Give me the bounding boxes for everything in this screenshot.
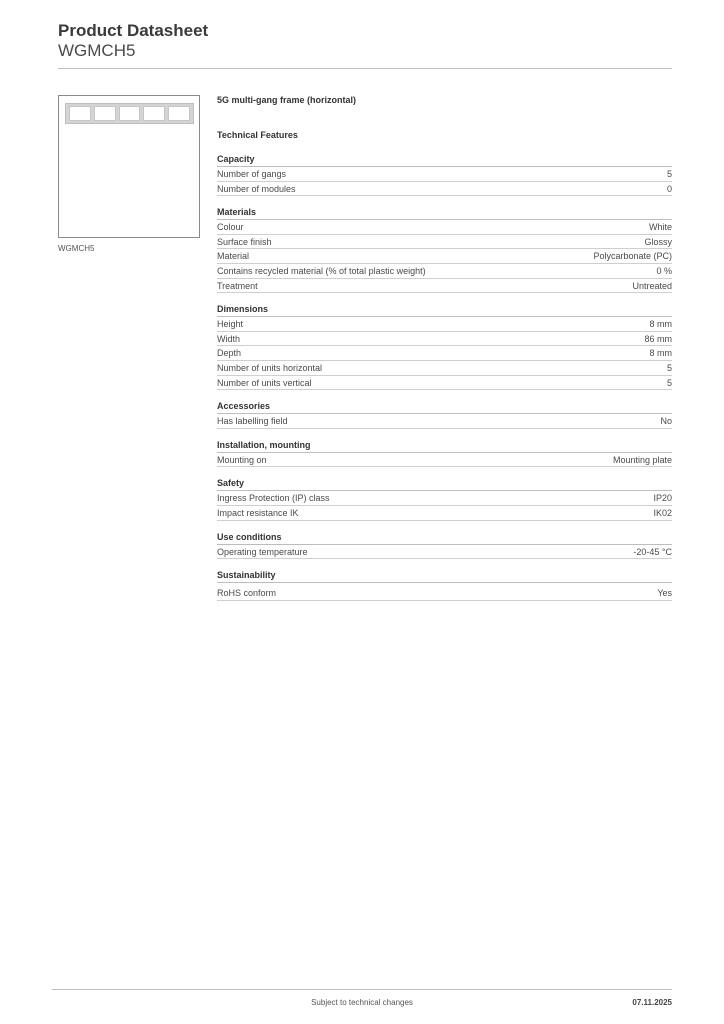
spec-label: Number of gangs <box>217 169 287 179</box>
spec-label: Ingress Protection (IP) class <box>217 493 330 504</box>
spec-label: Mounting on <box>217 454 267 465</box>
section-title: Accessories <box>217 399 672 414</box>
gang-slot <box>69 106 91 121</box>
spec-row <box>217 414 672 429</box>
spec-value: White <box>648 222 672 233</box>
spec-label: Surface finish <box>217 236 272 247</box>
gang-slot <box>119 106 141 121</box>
spec-row <box>217 376 672 391</box>
section-use-conditions <box>217 530 672 560</box>
spec-label: Has labelling field <box>217 416 288 427</box>
spec-value: 0 <box>666 183 672 194</box>
header-divider <box>58 68 672 69</box>
spec-value: Glossy <box>644 236 672 247</box>
spec-label: RoHS conform <box>217 588 277 599</box>
spec-label: Height <box>217 319 244 330</box>
product-name: 5G multi-gang frame (horizontal) <box>217 95 357 105</box>
spec-value: IP20 <box>653 493 672 504</box>
spec-row <box>217 545 672 560</box>
section-materials <box>217 205 672 293</box>
spec-row <box>217 361 672 376</box>
spec-label: Treatment <box>217 280 258 291</box>
spec-value: 5 <box>666 362 672 373</box>
section-title: Sustainability <box>217 568 672 583</box>
spec-label: Number of modules <box>217 183 296 194</box>
section-title: Materials <box>217 205 672 220</box>
spec-value: 8 mm <box>649 319 672 330</box>
product-code: WGMCH5 <box>58 41 136 60</box>
section-title: Use conditions <box>217 530 672 545</box>
spec-row <box>217 220 672 235</box>
spec-value: IK02 <box>653 507 672 518</box>
spec-row <box>217 279 672 294</box>
section-dimensions <box>217 302 672 390</box>
section-sustainability <box>217 568 672 601</box>
spec-value: No <box>660 416 672 427</box>
spec-row <box>217 586 672 601</box>
section-capacity <box>217 152 672 196</box>
spec-value: Untreated <box>632 280 672 291</box>
footer-divider <box>52 989 672 990</box>
spec-value: Mounting plate <box>612 454 672 465</box>
spec-row <box>217 167 672 182</box>
section-title: Safety <box>217 476 672 491</box>
spec-row <box>217 491 672 506</box>
gang-slot <box>143 106 165 121</box>
spec-label: Width <box>217 333 241 344</box>
section-title: Dimensions <box>217 302 672 317</box>
spec-row <box>217 264 672 279</box>
spec-label: Operating temperature <box>217 546 308 557</box>
spec-row <box>217 346 672 361</box>
spec-label: Number of units horizontal <box>217 362 323 373</box>
spec-value: 5 <box>666 169 672 179</box>
gang-slot <box>94 106 116 121</box>
spec-value: 86 mm <box>644 333 672 344</box>
features-heading: Technical Features <box>217 130 298 140</box>
section-accessories <box>217 399 672 429</box>
spec-value: Polycarbonate (PC) <box>593 251 672 262</box>
specs-content <box>217 92 672 601</box>
section-title: Installation, mounting <box>217 438 672 453</box>
page-header <box>58 20 208 61</box>
section-title: Capacity <box>217 152 672 167</box>
section-safety <box>217 476 672 520</box>
spec-value: 5 <box>666 377 672 388</box>
spec-row <box>217 182 672 197</box>
spec-row <box>217 506 672 521</box>
spec-value: Yes <box>657 588 672 599</box>
spec-value: 8 mm <box>649 348 672 359</box>
spec-label: Number of units vertical <box>217 377 312 388</box>
spec-row <box>217 235 672 250</box>
spec-label: Material <box>217 251 250 262</box>
spec-value: 0 % <box>656 265 672 276</box>
spec-row <box>217 317 672 332</box>
product-image <box>58 95 200 238</box>
spec-row <box>217 453 672 468</box>
image-caption: WGMCH5 <box>58 244 95 253</box>
section-installation <box>217 438 672 468</box>
spec-row <box>217 249 672 264</box>
gang-slot <box>168 106 190 121</box>
page-title: Product Datasheet <box>58 21 209 40</box>
spec-row <box>217 332 672 347</box>
spec-label: Depth <box>217 348 242 359</box>
spec-label: Colour <box>217 222 244 233</box>
spec-label: Impact resistance IK <box>217 507 299 518</box>
frame-illustration <box>65 103 194 124</box>
spec-label: Contains recycled material (% of total plastic weight) <box>217 265 426 276</box>
footer-date: 07.11.2025 <box>632 998 672 1007</box>
spec-value: -20-45 °C <box>633 546 672 557</box>
footer-note: Subject to technical changes <box>311 998 413 1007</box>
